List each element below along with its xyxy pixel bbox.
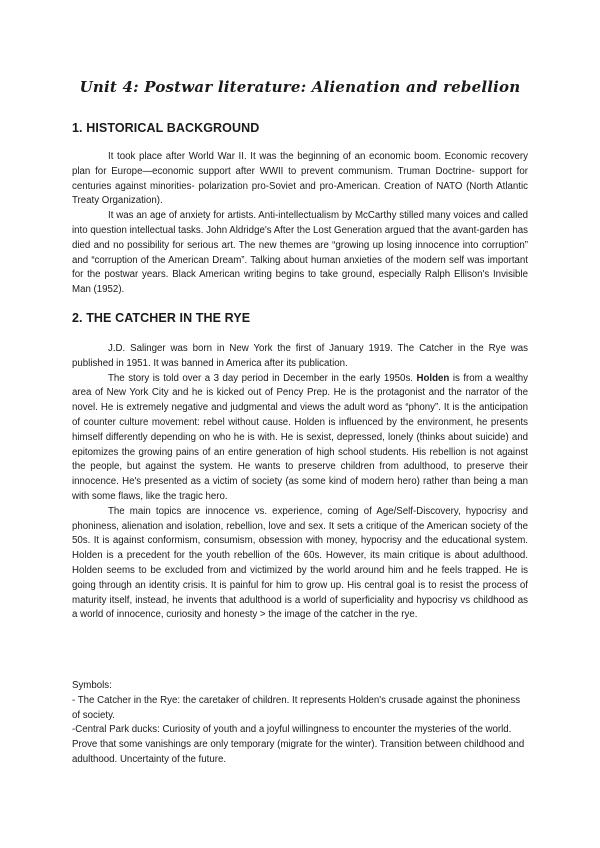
symbol-item: -Central Park ducks: Curiosity of youth and a joyful willingness to encounter the mysteries of the world. Prove that some vanishings are only temporary (migrate for the winter). Transition between childhood and adulthood. Uncertainty of the future. xyxy=(72,724,525,765)
symbols-list xyxy=(72,679,528,768)
section-body-catcher-in-the-rye xyxy=(72,342,528,623)
symbol-item: - The Catcher in the Rye: the caretaker of children. It represents Holden's crusade against the phoniness of society. xyxy=(72,694,521,721)
section-body-historical-background xyxy=(72,150,528,298)
paragraph: It took place after World War II. It was the beginning of an economic boom. Economic recovery plan for Europe—economic support after WWII to prevent communism. Truman Doctrine- support for centuries against minorities- polarization pro-Soviet and pro-American. Creation of NATO (North Atlantic Treaty Organization). xyxy=(72,151,528,207)
text-run: The story is told over a 3 day period in December in the early 1950s. xyxy=(108,372,417,384)
section-heading-catcher-in-the-rye: 2. THE CATCHER IN THE RYE xyxy=(72,311,251,325)
text-run: is from a wealthy area of New York City and he is kicked out of Pency Prep. He is the protagonist and the narrator of the novel. He is extremely negative and judgmental and views the adult word as “phony”. It is the anticipation of counter culture movement: rebel without cause. Holden is influenced by the environment, he presents himself differently depending on who he is with. He is sexist, depressed, lonely (thinks about suicide) and epitomizes the growing pains of an entire generation of high school students. His rebellion is not against the people, but against the system. He wants to preserve children from adulthood, to preserve their innocence. He's presented as a victim of society (as some kind of modern hero) rather than being a man with some flaws, like the tragic hero. xyxy=(72,372,528,502)
section-heading-historical-background: 1. HISTORICAL BACKGROUND xyxy=(72,121,260,135)
paragraph: It was an age of anxiety for artists. Anti-intellectualism by McCarthy stilled many voices and called into question intellectual tasks. John Aldridge's After the Lost Generation argued that the avant-garden has died and no possibility for serious art. The new themes are “growing up losing innocence into corruption” and “corruption of the American Dream”. Talking about human anxieties of the modern self was important for the postwar years. Black American writing begins to take ground, especially Ralph Ellison's Invisible Man (1952). xyxy=(72,210,528,296)
paragraph: The main topics are innocence vs. experience, coming of Age/Self-Discovery, hypocrisy and phoniness, alienation and isolation, rebellion, love and sex. It sets a critique of the American society of the 50s. It is against conformism, consumism, obsession with money, hypocrisy and the educational system. Holden is a precedent for the youth rebellion of the 60s. However, its main critique is about adulthood. Holden seems to be excluded from and victimized by the world around him and he feels trapped. He is going through an identity crisis. It is painful for him to grow up. His central goal is to resist the process of maturity itself, instead, he invents that adulthood is a world of superficiality and hypocrisy vs childhood as a world of innocence, curiosity and honesty > the image of the catcher in the rye. xyxy=(72,505,528,621)
bold-term-holden: Holden xyxy=(416,372,450,384)
page-title: Unit 4: Postwar literature: Alienation and rebellion xyxy=(79,78,521,96)
symbols-label: Symbols: xyxy=(72,680,112,691)
paragraph xyxy=(72,372,528,505)
paragraph: J.D. Salinger was born in New York the first of January 1919. The Catcher in the Rye was published in 1951. It was banned in America after its publication. xyxy=(72,343,528,369)
